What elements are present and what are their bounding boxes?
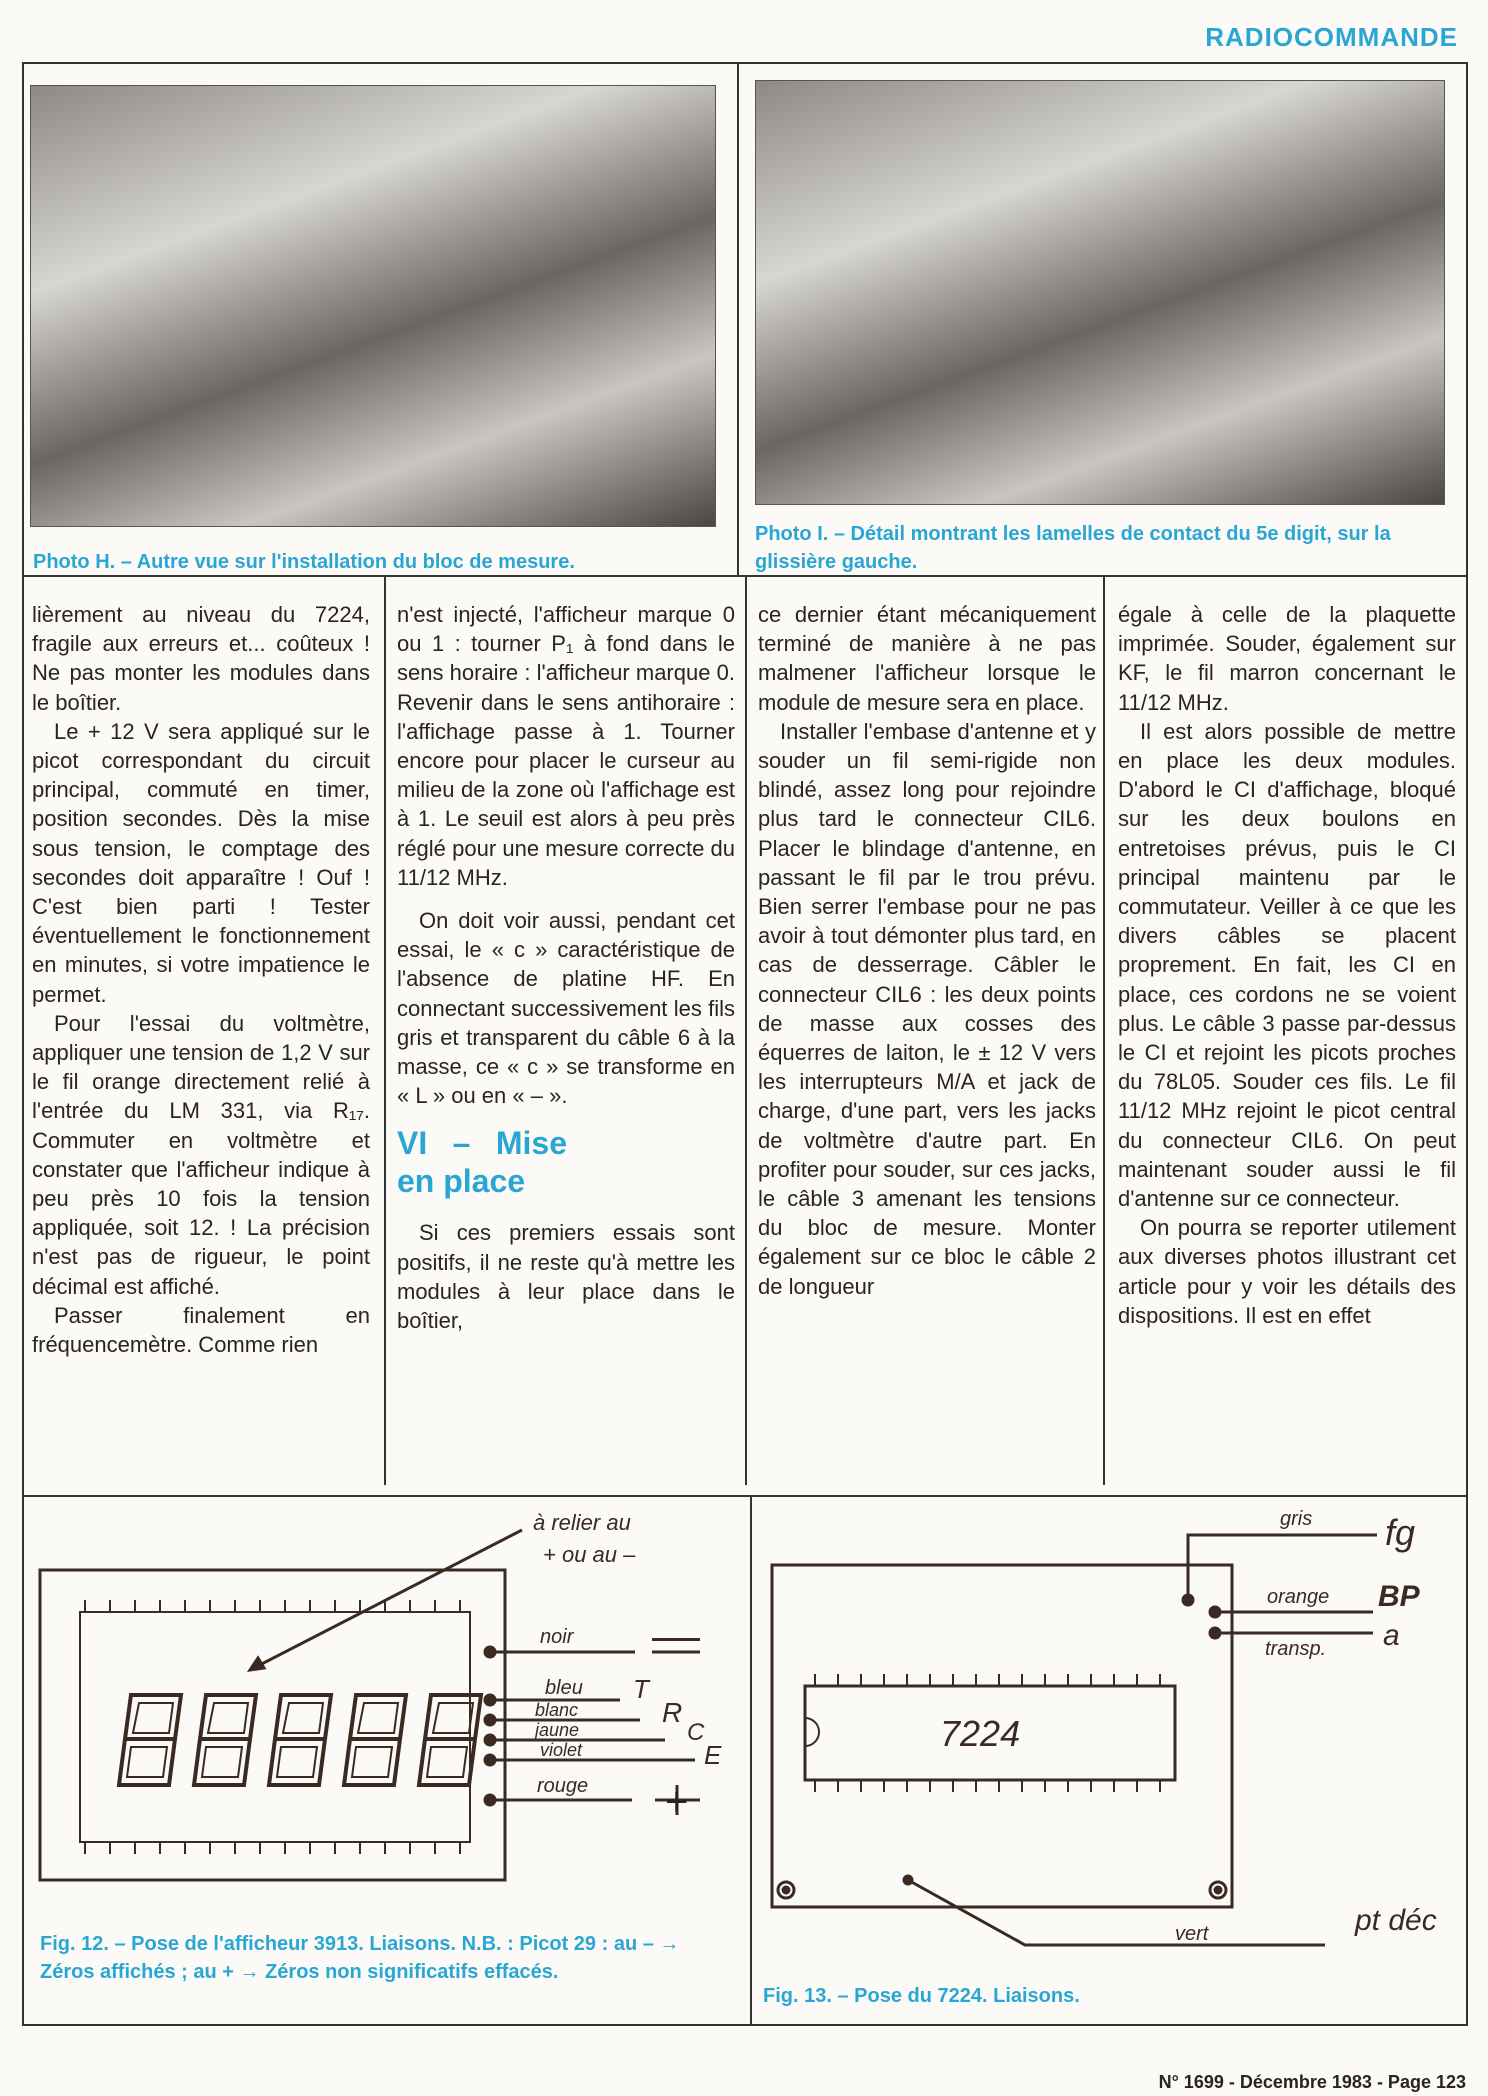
wire-label: vert xyxy=(1175,1923,1209,1945)
paragraph: On pourra se reporter utilement aux diverses photos illustrant cet article pour y voir les détails des dispositions. Il est en effet xyxy=(1118,1215,1456,1328)
page-footer: N° 1699 - Décembre 1983 - Page 123 xyxy=(1158,2072,1466,2092)
paragraph: Il est alors possible de mettre en place les deux modules. D'abord le CI d'affichage, bloqué sur les deux boulons en entretoises prévus, puis le CI principal maintenu par le commutateur. Veiller à ce que les divers câbles se placent proprement. En fait, les CI en place, ces cordons ne se voient plus. Le câble 3 passe par-dessus le CI et rejoint les picots proches du 78L05. Souder ces fils. Le fil 11/12 MHz rejoint le picot central du connecteur CIL6. On peut maintenant souder aussi le fil d'antenne sur ce connecteur. xyxy=(1118,718,1456,1212)
display-pins-bottom xyxy=(85,1842,460,1854)
wire-label: bleu xyxy=(545,1677,583,1699)
wire-label: violet xyxy=(540,1740,583,1760)
signal-label: a xyxy=(1383,1619,1400,1652)
arrow-line xyxy=(250,1530,522,1670)
paragraph: Le + 12 V sera appliqué sur le picot correspondant du circuit principal, commuté en timer, position secondes. Dès la mise sous tension, le comptage des secondes doit apparaître ! Ouf ! C'est bien parti ! Tester éventuellement le fonctionnement en minutes, si votre impatience le permet. xyxy=(32,718,370,1007)
chip-label: 7224 xyxy=(940,1713,1021,1754)
signal-label: fg xyxy=(1385,1512,1416,1553)
paragraph: On doit voir aussi, pendant cet essai, le « c » caractéristique de l'absence de platine HF. En connectant successivement les fils gris et transparent du câble 6 à la masse, ce « c » se transforme en « L » ou en « – ». xyxy=(397,908,735,1109)
wire-label: gris xyxy=(1280,1508,1313,1530)
paragraph: Si ces premiers essais sont positifs, il ne reste qu'à mettre les modules à leur place dans le boîtier, xyxy=(397,1220,735,1334)
paragraph: Installer l'embase d'antenne et y souder un fil semi-rigide non blindé, assez long pour rejoindre plus tard le connecteur CIL6. Placer le blindage d'antenne, en passant le fil par le trou prévu. Bien serrer l'embase pour ne pas avoir à tout démonter plus tard, en cas de desserrage. Câbler le connecteur CIL6 : les deux points de masse aux cosses des équerres de laiton, le ± 12 V vers les interrupteurs M/A et jack de charge, d'une part, vers les jacks de voltmètre d'autre part. En profiter pour souder, sur ces jacks, le câble 3 amenant les tensions du bloc de mesure. Monter également sur ce bloc le câble 2 de longueur xyxy=(758,718,1096,1299)
digit-icon xyxy=(344,1695,406,1785)
paragraph: ce dernier étant mécaniquement terminé de manière à ne pas malmener l'afficheur lorsque le module de mesure sera en place. xyxy=(758,602,1096,715)
signal-label: R xyxy=(662,1697,683,1728)
wire-label: transp. xyxy=(1265,1638,1327,1660)
digit-icon xyxy=(119,1695,181,1785)
wire-label: jaune xyxy=(535,1720,580,1740)
wire-label: blanc xyxy=(535,1700,579,1720)
wire-label: rouge xyxy=(537,1775,589,1797)
paragraph: Passer finalement en fréquencemètre. Comme rien xyxy=(32,1302,370,1358)
digit-icon xyxy=(194,1695,256,1785)
signal-label: C xyxy=(687,1719,705,1746)
minus-sign xyxy=(652,1638,700,1641)
paragraph: égale à celle de la plaquette imprimée. Souder, également sur KF, le fil marron concernant le 11/12 MHz. xyxy=(1118,602,1456,715)
display-pins-top xyxy=(85,1600,460,1612)
paragraph: Pour l'essai du voltmètre, appliquer une tension de 1,2 V sur le fil orange directement relié à l'entrée du LM 331, via R₁₇. Commuter en voltmètre et constater que l'afficheur indique à peu près 10 fois la tension appliquée, soit 12. ! La précision n'est pas de rigueur, le point décimal est affiché. xyxy=(32,1010,370,1299)
signal-label: E xyxy=(704,1740,722,1770)
fig12-note: + ou au – xyxy=(543,1542,636,1567)
wire-label: orange xyxy=(1267,1586,1330,1608)
fig13-caption: Fig. 13. – Pose du 7224. Liaisons. xyxy=(763,1985,1080,2007)
signal-label: pt déc xyxy=(1355,1904,1437,1937)
section-header: RADIOCOMMANDE xyxy=(1205,22,1458,52)
digit-icon xyxy=(269,1695,331,1785)
photo-i-caption: Photo I. – Détail montrant les lamelles de contact du 5e digit, sur la glissière gauche. xyxy=(755,523,1391,573)
paragraph: n'est injecté, l'afficheur marque 0 ou 1 : tourner P₁ à fond dans le sens horaire : l'afficheur marque 0. Revenir dans le sens antihoraire : l'affichage passe à 1. Tourner encore pour placer le curseur au milieu de la zone où l'affichage est à 1. Le seuil est alors à peu près réglé pour une mesure correcte du 11/12 MHz. xyxy=(397,602,735,890)
fig12-caption: Fig. 12. – Pose de l'afficheur 3913. Liaisons. N.B. : Picot 29 : au – → Zéros affichés ; au + → Zéros non significatifs effacés. xyxy=(40,1933,680,1983)
digit-icon xyxy=(419,1695,481,1785)
photo-h-caption: Photo H. – Autre vue sur l'installation du bloc de mesure. xyxy=(33,551,575,573)
fig12-diagram xyxy=(40,1530,700,1880)
wire-label: noir xyxy=(540,1626,574,1648)
plus-sign: + xyxy=(665,1780,689,1824)
signal-label: BP xyxy=(1378,1580,1420,1613)
paragraph: lièrement au niveau du 7224, fragile aux erreurs et... coûteux ! Ne pas monter les modules dans le boîtier. xyxy=(32,602,370,715)
section-heading: VI – Mise en place xyxy=(397,1125,567,1200)
fig12-note: à relier au xyxy=(533,1510,631,1535)
signal-label: T xyxy=(633,1674,649,1704)
